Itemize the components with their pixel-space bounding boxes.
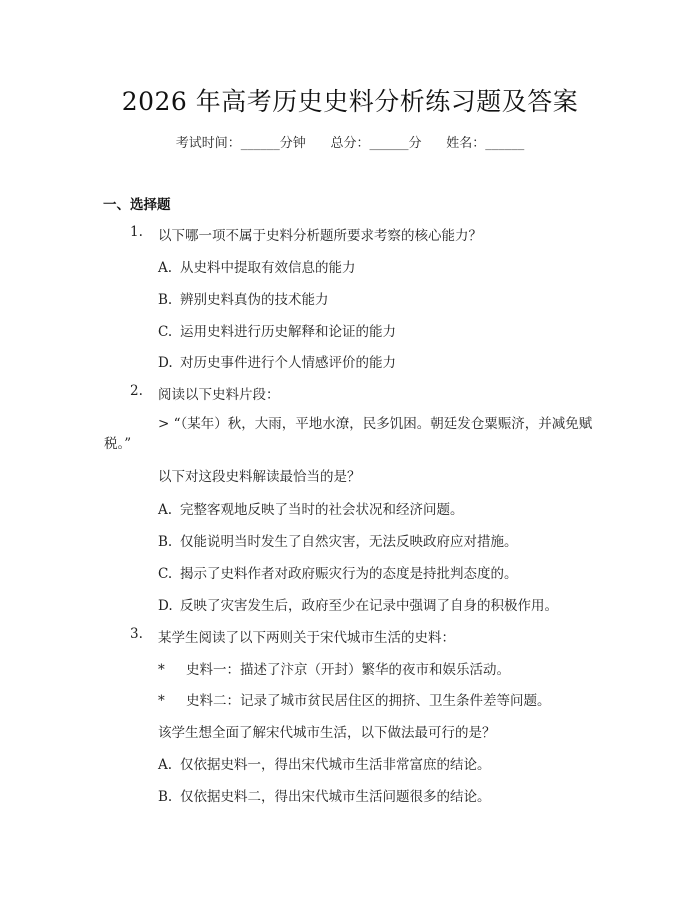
option-text: 从史料中提取有效信息的能力 xyxy=(180,260,356,276)
source-bullet xyxy=(158,689,551,709)
answer-option xyxy=(158,498,464,518)
answer-option xyxy=(158,753,491,773)
option-text: 对历史事件进行个人情感评价的能力 xyxy=(180,355,396,371)
option-letter: A. xyxy=(158,757,173,773)
answer-option xyxy=(158,256,356,276)
option-letter: B. xyxy=(158,292,173,308)
option-text: 仅依据史料一，得出宋代城市生活非常富庶的结论。 xyxy=(180,757,491,773)
bullet-mark: * xyxy=(158,693,165,709)
option-text: 完整客观地反映了当时的社会状况和经济问题。 xyxy=(180,502,464,518)
option-text: 仅依据史料二，得出宋代城市生活问题很多的结论。 xyxy=(180,789,491,805)
question-stem: 阅读以下史料片段： xyxy=(158,387,280,403)
question-number: 3. xyxy=(130,626,143,642)
option-letter: B. xyxy=(158,789,173,805)
option-text: 仅能说明当时发生了自然灾害，无法反映政府应对措施。 xyxy=(180,534,518,550)
option-letter: C. xyxy=(158,324,173,340)
option-text: 揭示了史料作者对政府赈灾行为的态度是持批判态度的。 xyxy=(180,566,518,582)
answer-option xyxy=(158,351,396,371)
answer-option xyxy=(158,530,518,550)
question-number: 1. xyxy=(130,224,143,240)
option-text: 运用史料进行历史解释和论证的能力 xyxy=(180,324,396,340)
question-stem: 某学生阅读了以下两则关于宋代城市生活的史料： xyxy=(158,630,455,646)
option-text: 辨别史料真伪的技术能力 xyxy=(180,292,329,308)
question-number: 2. xyxy=(130,383,143,399)
bullet-mark: * xyxy=(158,662,165,678)
question-prompt: 该学生想全面了解宋代城市生活，以下做法最可行的是？ xyxy=(158,725,496,741)
answer-option xyxy=(158,594,558,614)
source-quote: > “（某年）秋，大雨，平地水潦，民多饥困。朝廷发仓粟赈济，并减免赋税。” xyxy=(104,416,593,452)
option-letter: B. xyxy=(158,534,173,550)
exam-info-line: 考试时间：______分钟 总分：______分 姓名：______ xyxy=(175,136,525,151)
question-prompt: 以下对这段史料解读最恰当的是？ xyxy=(158,469,361,485)
bullet-text: 史料二：记录了城市贫民居住区的拥挤、卫生条件差等问题。 xyxy=(186,693,551,709)
page-title: 2026 年高考历史史料分析练习题及答案 xyxy=(121,87,579,116)
option-letter: A. xyxy=(158,260,173,276)
answer-option xyxy=(158,785,491,805)
option-text: 反映了灾害发生后，政府至少在记录中强调了自身的积极作用。 xyxy=(180,598,558,614)
question-stem: 以下哪一项不属于史料分析题所要求考察的核心能力？ xyxy=(158,228,482,244)
option-letter: A. xyxy=(158,502,173,518)
answer-option xyxy=(158,320,396,340)
option-letter: D. xyxy=(158,355,173,371)
option-letter: D. xyxy=(158,598,173,614)
option-letter: C. xyxy=(158,566,173,582)
bullet-text: 史料一：描述了汴京（开封）繁华的夜市和娱乐活动。 xyxy=(186,662,510,678)
answer-option xyxy=(158,288,329,308)
source-bullet xyxy=(158,658,510,678)
section-heading: 一、选择题 xyxy=(103,197,171,213)
answer-option xyxy=(158,562,518,582)
